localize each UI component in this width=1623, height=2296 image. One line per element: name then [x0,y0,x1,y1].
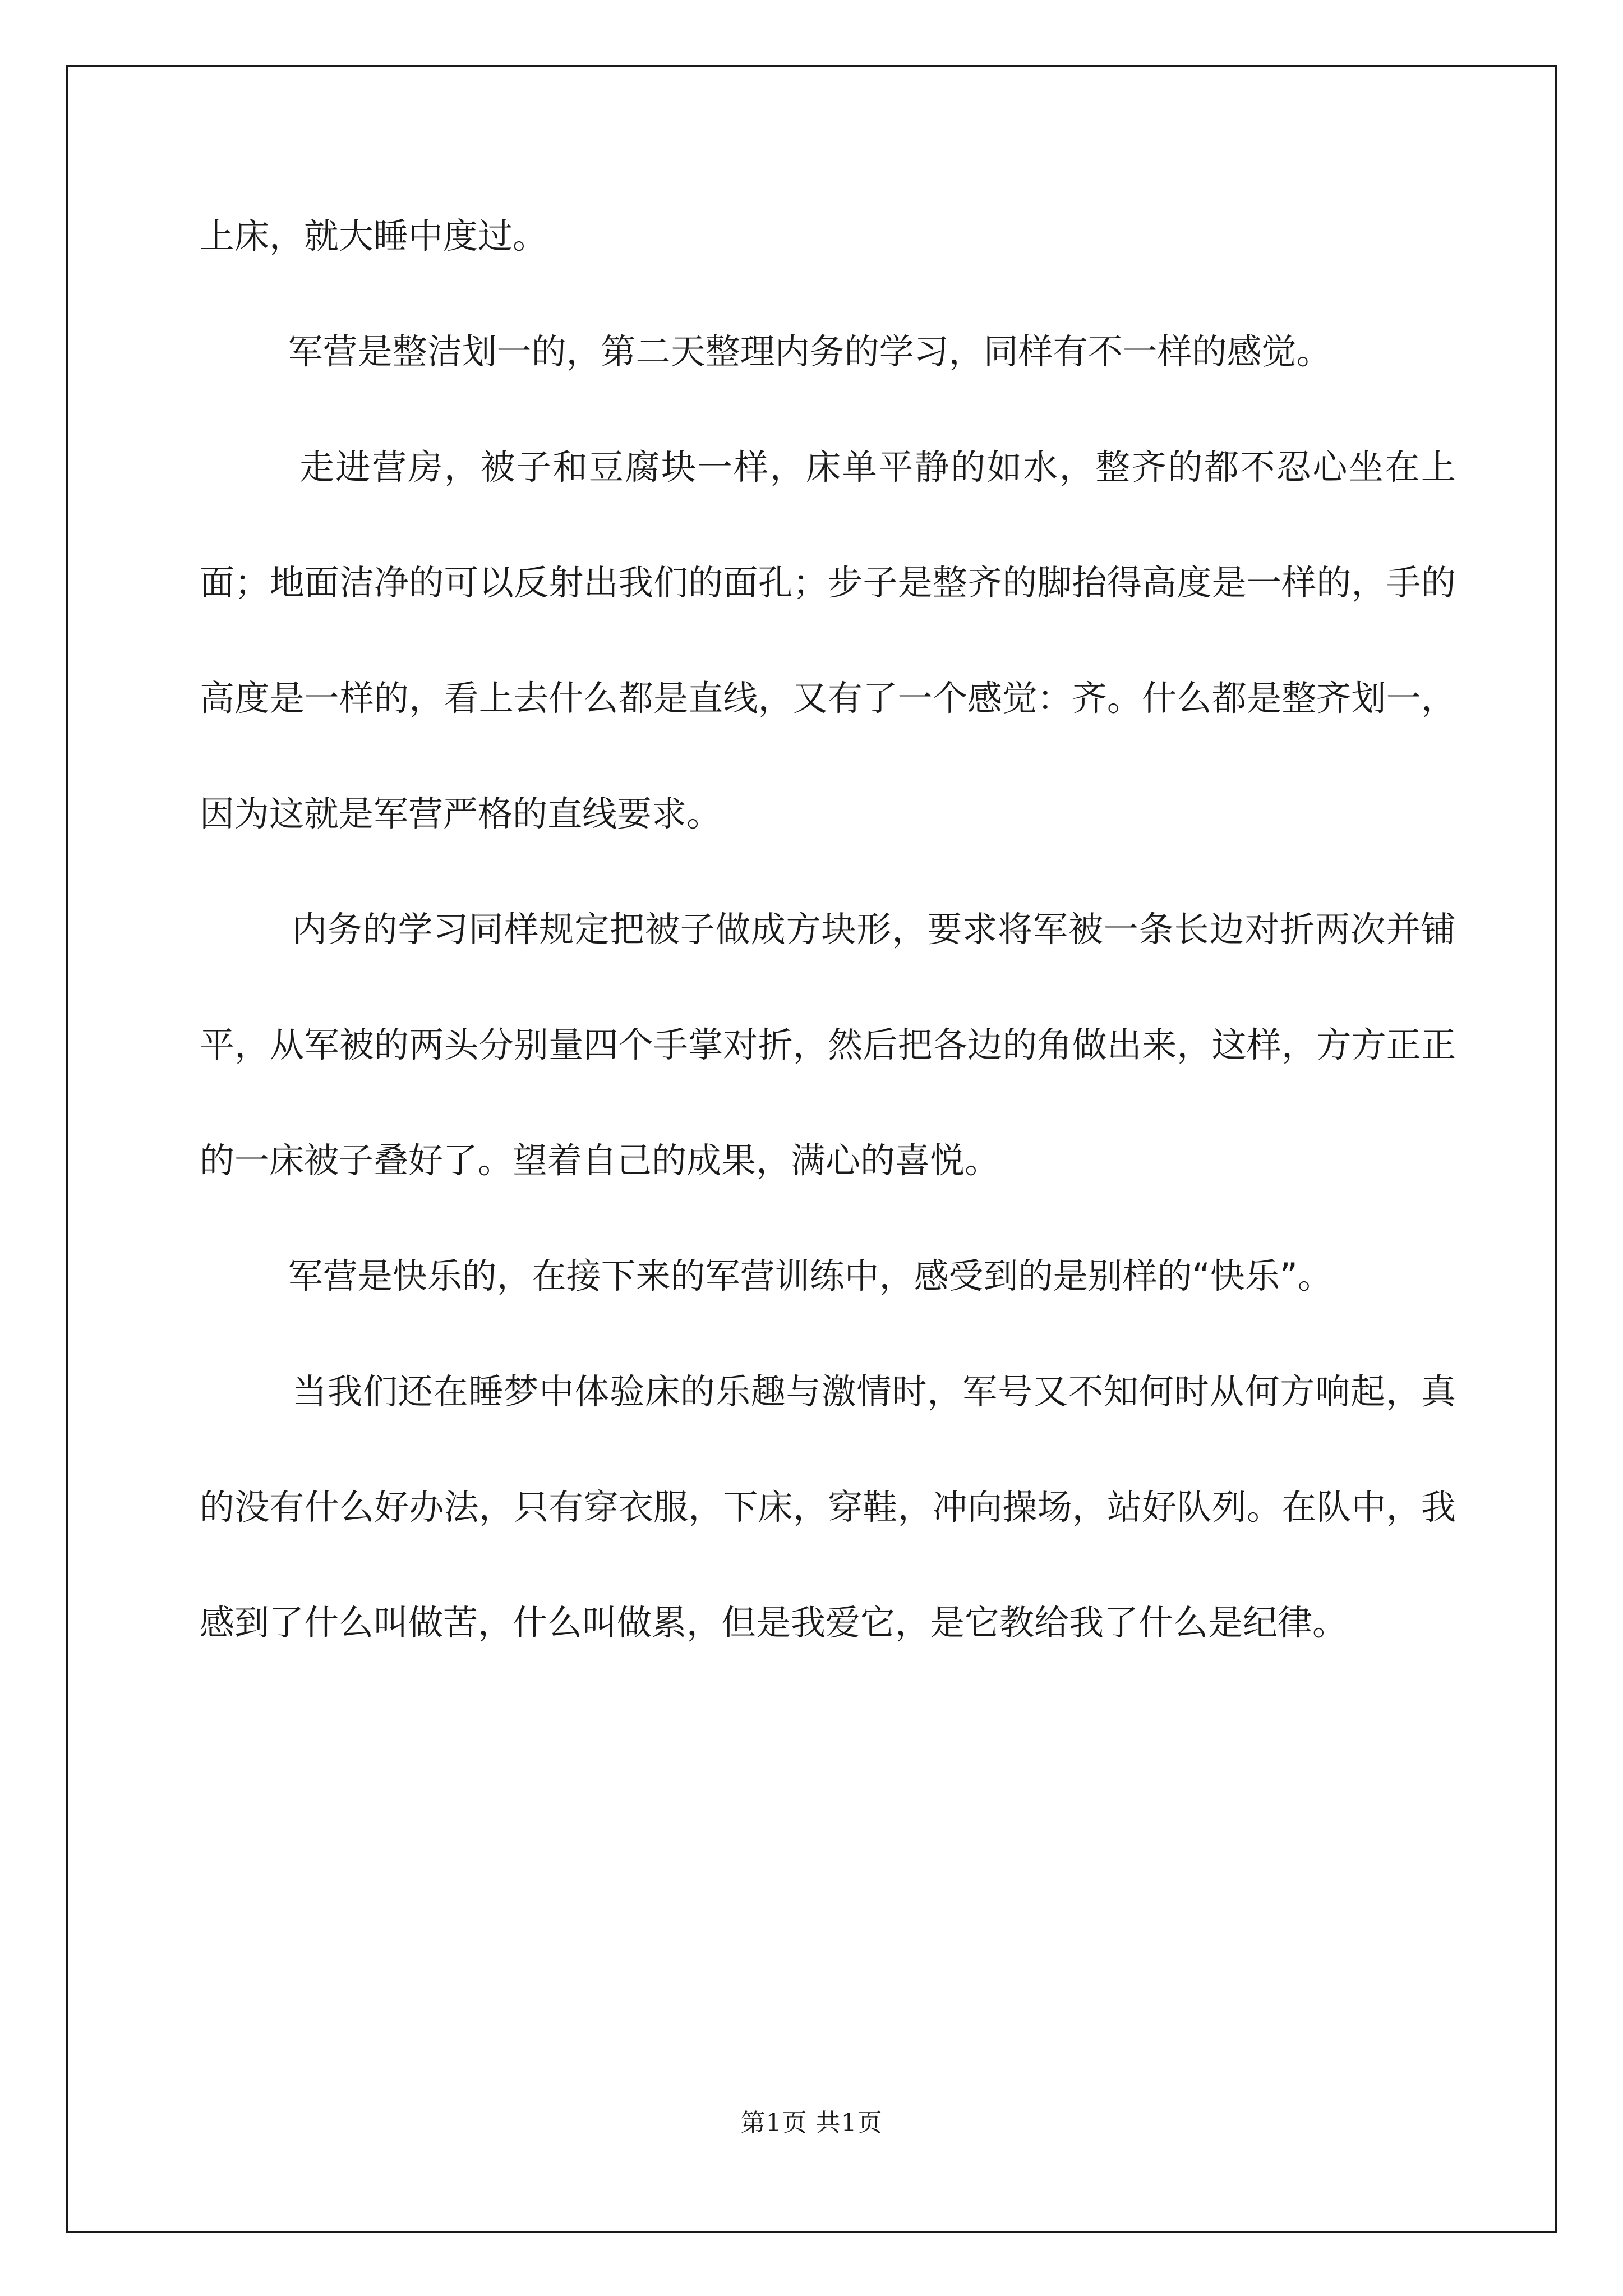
paragraph: 军营是快乐的，在接下来的军营训练中，感受到的是别样的“快乐”。 [200,1255,1332,1296]
page-footer: 第1页 共1页 [740,2109,883,2137]
paragraph: 走进营房，被子和豆腐块一样，床单平静的如水，整齐的都不忍心坐在上面；地面洁净的可以反射出我们的面孔；步子是整齐的脚抬得高度是一样的，手的高度是一样的，看上去什么都是直线，又有了一个感觉：齐。什么都是整齐划一，因为这就是军营严格的直线要求。 [200,447,1456,834]
document-body [200,178,1456,1681]
paragraph: 军营是整洁划一的，第二天整理内务的学习，同样有不一样的感觉。 [200,331,1331,372]
paragraph: 内务的学习同样规定把被子做成方块形，要求将军被一条长边对折两次并铺平，从军被的两头分别量四个手掌对折，然后把各边的角做出来，这样，方方正正的一床被子叠好了。望着自己的成果，满心的喜悦。 [200,909,1456,1181]
paragraph: 上床，就大睡中度过。 [200,215,548,256]
paragraph: 当我们还在睡梦中体验床的乐趣与激情时，军号又不知何时从何方响起，真的没有什么好办法，只有穿衣服，下床，穿鞋，冲向操场，站好队列。在队中，我感到了什么叫做苦，什么叫做累，但是我爱它，是它教给我了什么是纪律。 [200,1371,1456,1643]
